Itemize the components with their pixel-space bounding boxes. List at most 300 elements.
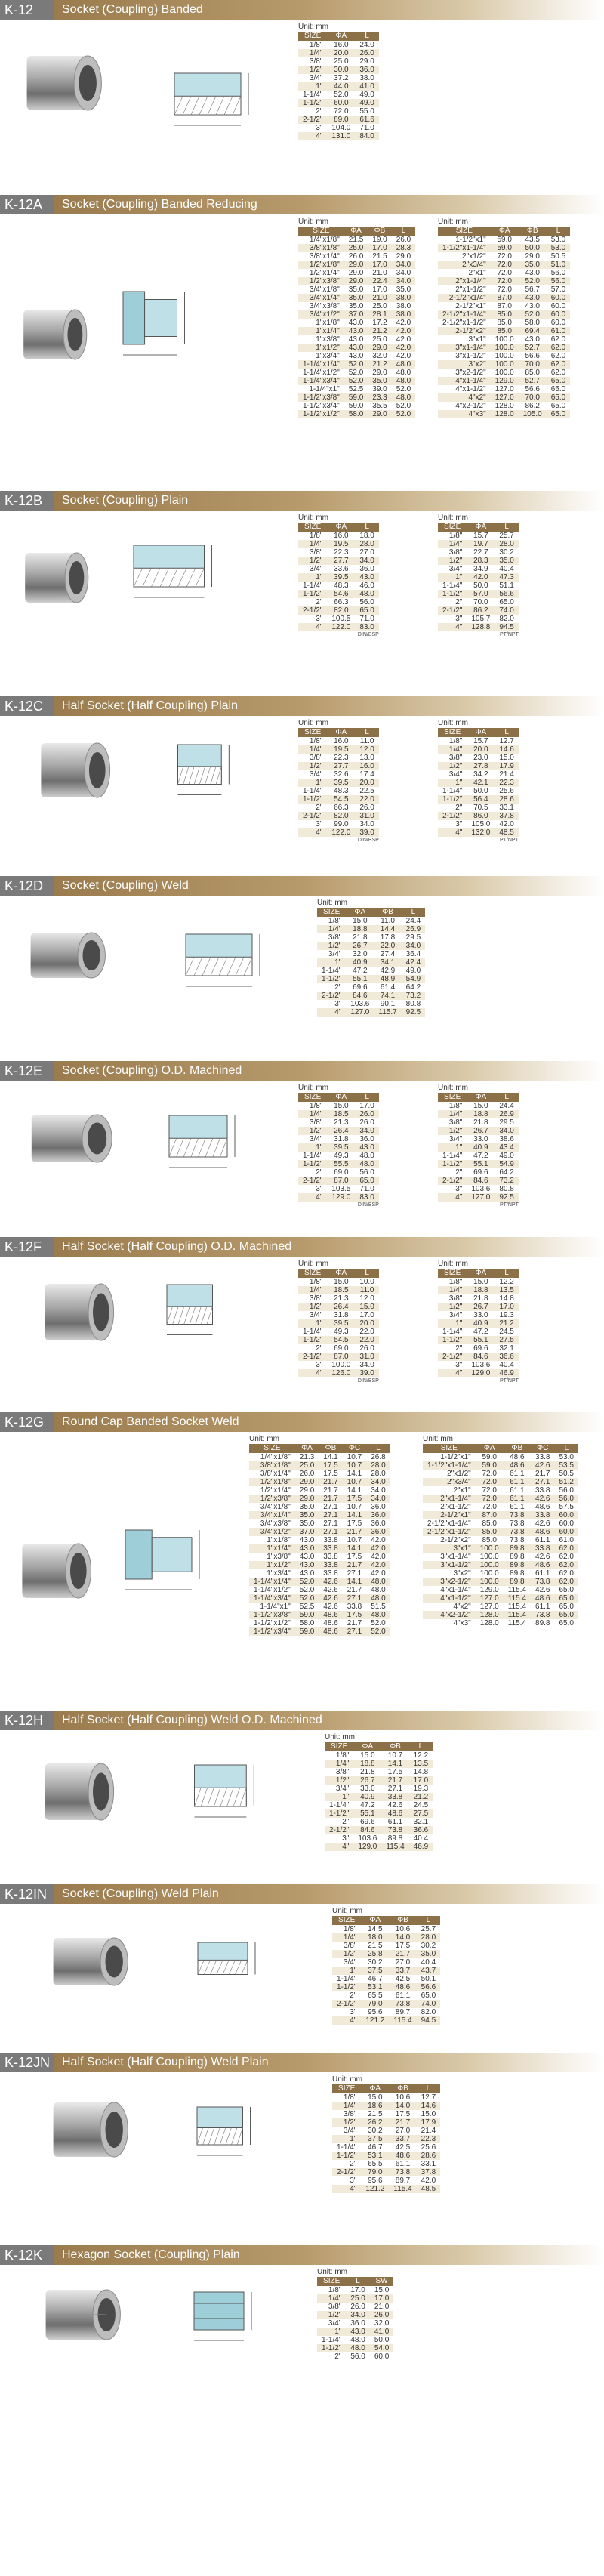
table-cell: 20.0 — [327, 49, 355, 57]
table-cell: 4"x1-1/2" — [438, 385, 491, 393]
column-header: L — [495, 523, 518, 532]
table-cell: 42.6 — [531, 1586, 554, 1594]
spec-table-block — [325, 1733, 433, 1851]
table-row — [317, 983, 425, 992]
table-cell: 56.0 — [554, 1495, 578, 1503]
table-cell: 17.5 — [319, 1470, 342, 1478]
product-title: Half Socket (Half Coupling) O.D. Machined — [54, 1237, 604, 1257]
table-cell: 54.5 — [327, 1336, 355, 1344]
table-cell: 15.0 — [355, 1303, 378, 1311]
product-photo — [30, 725, 121, 819]
table-row — [298, 754, 379, 762]
product-drawing — [113, 270, 211, 380]
section-banner — [0, 1884, 604, 1904]
table-cell: 3/4"x1/8" — [298, 285, 344, 294]
table-cell: 1-1/4" — [298, 582, 327, 590]
table-cell: 10.7 — [343, 1536, 366, 1544]
table-row — [298, 132, 379, 140]
table-cell: 1-1/2" — [298, 590, 327, 598]
table-row — [317, 917, 425, 925]
fitting-photo-icon — [34, 2273, 132, 2356]
table-row — [423, 1544, 578, 1553]
spec-table — [249, 1444, 390, 1636]
fitting-photo-icon — [19, 1099, 125, 1178]
table-row — [332, 2102, 440, 2110]
table-row — [298, 99, 379, 107]
table-row — [332, 2135, 440, 2143]
table-row — [423, 1536, 578, 1544]
column-header: SIZE — [298, 1269, 327, 1278]
table-cell: 73.2 — [495, 1177, 518, 1185]
spec-table — [438, 1093, 519, 1202]
table-cell: 90.1 — [374, 1000, 401, 1008]
table-cell: 37.2 — [327, 74, 355, 82]
table-cell: 4" — [438, 623, 467, 631]
table-cell: 24.0 — [355, 41, 378, 49]
table-cell: 28.3 — [392, 244, 415, 252]
table-cell: 1/8" — [325, 1751, 353, 1760]
table-row — [298, 1152, 379, 1160]
table-cell: 27.0 — [355, 548, 378, 557]
table-cell: 3" — [317, 1000, 346, 1008]
table-cell: 21.8 — [467, 1118, 495, 1127]
table-cell: 64.2 — [402, 983, 425, 992]
table-row — [438, 1118, 519, 1127]
table-cell: 74.1 — [374, 992, 401, 1000]
table-cell: 30.0 — [327, 66, 355, 74]
table-cell: 26.0 — [355, 1110, 378, 1118]
technical-drawing-icon — [162, 57, 283, 140]
table-cell: 37.8 — [495, 812, 518, 820]
table-cell: 1/4" — [325, 1760, 353, 1768]
table-cell: 52.0 — [344, 377, 368, 385]
table-cell: 3/4" — [317, 2319, 346, 2328]
table-cell: 1-1/2" — [317, 2344, 346, 2352]
column-header: ΦA — [491, 227, 519, 236]
table-cell: 15.0 — [370, 2286, 393, 2294]
table-cell: 13.0 — [355, 754, 378, 762]
table-row — [298, 598, 379, 606]
table-row — [317, 925, 425, 933]
table-cell: 61.1 — [531, 1569, 554, 1578]
table-cell: 89.7 — [389, 2176, 416, 2185]
table-cell: 34.9 — [467, 565, 495, 573]
table-row — [298, 252, 415, 261]
table-cell: 29.0 — [295, 1495, 319, 1503]
table-cell: 85.0 — [491, 327, 519, 335]
table-row — [298, 261, 415, 269]
table-cell: 52.0 — [344, 369, 368, 377]
table-cell: 66.3 — [327, 804, 355, 812]
table-cell: 1/2"x1/8" — [298, 261, 344, 269]
table-cell: 4"x1-1/2" — [423, 1594, 476, 1603]
table-cell: 26.9 — [495, 1110, 518, 1118]
table-cell: 33.7 — [389, 2135, 416, 2143]
table-cell: 43.0 — [344, 352, 368, 360]
table-cell: 34.2 — [467, 770, 495, 779]
table-cell: 115.4 — [504, 1619, 531, 1627]
table-cell: 82.0 — [327, 606, 355, 615]
table-cell: 55.1 — [467, 1336, 495, 1344]
table-cell: 100.0 — [476, 1561, 504, 1569]
table-cell: 50.0 — [519, 244, 547, 252]
table-cell: 30.2 — [361, 2127, 389, 2135]
product-drawing — [189, 2092, 272, 2171]
table-cell: 48.0 — [346, 2336, 369, 2344]
table-cell: 40.4 — [417, 1958, 440, 1967]
spec-table-block — [438, 1084, 519, 1208]
table-row — [298, 762, 379, 770]
table-cell: 34.0 — [402, 942, 425, 950]
table-cell: 2"x1-1/2" — [423, 1503, 476, 1511]
table-row — [325, 1834, 433, 1843]
table-cell: 3/4"x1/8" — [249, 1503, 295, 1511]
table-cell: 1-1/2" — [317, 975, 346, 983]
table-cell: 59.0 — [491, 244, 519, 252]
table-cell: 65.0 — [554, 1603, 578, 1611]
table-cell: 12.7 — [417, 2093, 440, 2102]
table-row — [298, 573, 379, 582]
table-cell: 48.0 — [346, 2344, 369, 2352]
table-cell: 50.0 — [467, 787, 495, 795]
product-photo — [15, 536, 98, 623]
standard-label: PT/NPT — [499, 838, 519, 843]
table-row — [325, 1826, 433, 1834]
table-cell: 40.4 — [495, 565, 518, 573]
table-cell: 15.0 — [327, 1102, 355, 1110]
table-cell: 53.1 — [361, 1983, 389, 1991]
table-cell: 53.0 — [547, 244, 570, 252]
table-row — [438, 402, 570, 410]
table-row — [423, 1561, 578, 1569]
table-cell: 122.0 — [327, 828, 355, 837]
table-row — [438, 1110, 519, 1118]
table-row — [317, 1000, 425, 1008]
table-cell: 43.0 — [346, 2328, 369, 2336]
technical-drawing-icon — [121, 529, 249, 612]
table-row — [298, 532, 379, 540]
table-cell: 35.0 — [495, 557, 518, 565]
table-cell: 34.0 — [392, 269, 415, 277]
table-row — [423, 1611, 578, 1619]
table-cell: 1-1/2"x3/8" — [298, 393, 344, 402]
table-cell: 21.7 — [319, 1486, 342, 1495]
table-row — [249, 1528, 390, 1536]
table-cell: 48.6 — [504, 1453, 531, 1461]
table-cell: 89.8 — [381, 1834, 408, 1843]
table-row — [298, 377, 415, 385]
table-cell: 70.0 — [519, 360, 547, 369]
table-cell: 31.8 — [327, 1311, 355, 1319]
table-cell: 1-1/2" — [298, 1160, 327, 1168]
table-cell: 1/4" — [332, 2102, 361, 2110]
table-row — [317, 950, 425, 958]
table-cell: 40.9 — [467, 1143, 495, 1152]
table-cell: 17.0 — [370, 2294, 393, 2303]
table-cell: 92.5 — [402, 1008, 425, 1017]
table-cell: 4" — [325, 1843, 353, 1851]
table-row — [438, 410, 570, 418]
table-cell: 18.5 — [327, 1286, 355, 1294]
table-cell: 62.0 — [547, 369, 570, 377]
table-cell: 48.0 — [392, 369, 415, 377]
product-title: Round Cap Banded Socket Weld — [54, 1412, 604, 1432]
table-cell: 2" — [298, 1168, 327, 1177]
table-cell: 57.0 — [547, 285, 570, 294]
table-cell: 43.0 — [519, 302, 547, 310]
table-cell: 48.6 — [389, 1983, 416, 1991]
table-row — [298, 116, 379, 124]
table-cell: 28.0 — [355, 540, 378, 548]
table-row — [332, 2000, 440, 2008]
product-title: Socket (Coupling) Weld Plain — [54, 1884, 604, 1904]
table-cell: 1-1/2" — [332, 1983, 361, 1991]
table-cell: 1-1/4" — [438, 1152, 467, 1160]
column-header: ΦB — [389, 1916, 416, 1925]
table-row — [298, 812, 379, 820]
table-cell: 14.1 — [343, 1544, 366, 1553]
table-cell: 12.2 — [495, 1278, 518, 1286]
table-cell: 51.1 — [495, 582, 518, 590]
table-cell: 40.9 — [346, 958, 374, 967]
table-cell: 43.7 — [417, 1967, 440, 1975]
spec-table — [423, 1444, 578, 1627]
table-cell: 3/4" — [317, 950, 346, 958]
table-cell: 72.0 — [491, 261, 519, 269]
table-cell: 25.0 — [344, 244, 368, 252]
table-row — [325, 1818, 433, 1826]
table-cell: 18.8 — [346, 925, 374, 933]
technical-drawing-icon — [159, 1099, 264, 1182]
table-cell: 48.5 — [495, 828, 518, 837]
table-cell: 25.0 — [368, 302, 391, 310]
table-cell: 4" — [298, 1369, 327, 1377]
column-header: ΦA — [353, 1742, 381, 1751]
table-cell: 42.0 — [366, 1544, 390, 1553]
table-cell: 115.4 — [381, 1843, 408, 1851]
table-row — [332, 2143, 440, 2152]
table-row — [325, 1801, 433, 1809]
product-code: K-12C — [0, 696, 54, 716]
table-cell: 52.0 — [295, 1586, 319, 1594]
table-cell: 31.8 — [327, 1135, 355, 1143]
table-cell: 82.0 — [327, 812, 355, 820]
table-cell: 14.4 — [374, 925, 401, 933]
column-header: SW — [370, 2277, 393, 2286]
table-row — [249, 1603, 390, 1611]
table-cell: 60.0 — [370, 2352, 393, 2361]
table-cell: 26.7 — [467, 1303, 495, 1311]
table-cell: 2" — [317, 983, 346, 992]
table-row — [249, 1495, 390, 1503]
unit-label: Unit: mm — [298, 1260, 328, 1268]
column-header: ΦA — [344, 227, 368, 236]
table-cell: 61.1 — [381, 1818, 408, 1826]
table-cell: 3/4" — [298, 1311, 327, 1319]
table-cell: 34.0 — [346, 2311, 369, 2319]
table-cell: 54.5 — [327, 795, 355, 804]
table-cell: 72.0 — [491, 285, 519, 294]
section-banner — [0, 696, 604, 716]
table-cell: 27.1 — [343, 1627, 366, 1636]
table-row — [298, 277, 415, 285]
standard-label: PT/NPT — [499, 632, 519, 637]
table-row — [317, 2319, 393, 2328]
table-cell: 1" — [332, 1967, 361, 1975]
table-cell: 3" — [298, 124, 327, 132]
table-row — [298, 1294, 379, 1303]
table-cell: 73.8 — [381, 1826, 408, 1834]
table-cell: 62.0 — [554, 1553, 578, 1561]
table-cell: 100.0 — [476, 1553, 504, 1561]
table-cell: 14.1 — [343, 1486, 366, 1495]
table-row — [423, 1486, 578, 1495]
table-cell: 34.0 — [355, 557, 378, 565]
table-cell: 12.0 — [355, 745, 378, 754]
table-row — [438, 590, 519, 598]
table-row — [298, 1102, 379, 1110]
table-cell: 16.0 — [327, 532, 355, 540]
section-banner — [0, 1412, 604, 1432]
table-row — [438, 828, 519, 837]
table-row — [298, 319, 415, 327]
table-cell: 69.4 — [519, 327, 547, 335]
table-cell: 17.0 — [346, 2286, 369, 2294]
table-cell: 2"x3/4" — [438, 261, 491, 269]
table-cell: 1/8" — [317, 917, 346, 925]
table-cell: 3/4" — [438, 1135, 467, 1143]
table-cell: 1-1/4" — [298, 91, 327, 99]
table-row — [298, 393, 415, 402]
table-cell: 61.1 — [389, 1991, 416, 2000]
table-cell: 46.7 — [361, 2143, 389, 2152]
table-cell: 18.8 — [353, 1760, 381, 1768]
table-row — [317, 958, 425, 967]
table-cell: 3/4" — [438, 770, 467, 779]
table-cell: 39.5 — [327, 1319, 355, 1328]
table-cell: 46.7 — [361, 1975, 389, 1983]
table-cell: 21.4 — [495, 770, 518, 779]
table-row — [438, 1177, 519, 1185]
table-cell: 42.0 — [495, 820, 518, 828]
table-cell: 33.1 — [417, 2160, 440, 2168]
table-cell: 1-1/4" — [438, 582, 467, 590]
table-cell: 62.0 — [554, 1544, 578, 1553]
spec-table-block — [423, 1435, 578, 1627]
table-cell: 42.6 — [531, 1519, 554, 1528]
table-cell: 17.5 — [389, 1942, 416, 1950]
table-cell: 14.6 — [417, 2102, 440, 2110]
table-cell: 1/8" — [332, 2093, 361, 2102]
table-cell: 50.5 — [547, 252, 570, 261]
table-row — [298, 352, 415, 360]
spec-table — [332, 2084, 440, 2193]
table-cell: 29.0 — [392, 252, 415, 261]
table-cell: 58.0 — [295, 1619, 319, 1627]
table-row — [298, 1160, 379, 1168]
table-cell: 39.0 — [355, 828, 378, 837]
table-row — [332, 2008, 440, 2016]
table-cell: 1-1/4" — [332, 1975, 361, 1983]
table-cell: 32.0 — [346, 950, 374, 958]
spec-table-block — [317, 899, 425, 1017]
table-cell: 48.6 — [531, 1594, 554, 1603]
table-row — [438, 532, 519, 540]
table-cell: 100.0 — [491, 344, 519, 352]
table-row — [438, 737, 519, 745]
table-cell: 2-1/2" — [298, 1177, 327, 1185]
table-row — [438, 770, 519, 779]
table-cell: 15.0 — [353, 1751, 381, 1760]
table-row — [298, 1311, 379, 1319]
table-cell: 56.6 — [495, 590, 518, 598]
table-cell: 48.0 — [355, 1160, 378, 1168]
table-cell: 42.0 — [467, 573, 495, 582]
table-cell: 2"x1" — [438, 269, 491, 277]
table-cell: 71.0 — [355, 1185, 378, 1193]
table-cell: 2-1/2" — [332, 2000, 361, 2008]
table-cell: 39.0 — [355, 1369, 378, 1377]
table-cell: 14.1 — [343, 1511, 366, 1519]
table-cell: 55.5 — [327, 1160, 355, 1168]
table-cell: 49.3 — [327, 1328, 355, 1336]
table-cell: 17.9 — [495, 762, 518, 770]
column-header: L — [417, 2084, 440, 2093]
table-cell: 73.8 — [504, 1528, 531, 1536]
table-cell: 3/8" — [317, 933, 346, 942]
table-cell: 1" — [298, 1143, 327, 1152]
table-cell: 37.0 — [344, 310, 368, 319]
table-cell: 3"x1-1/2" — [438, 352, 491, 360]
table-row — [298, 41, 379, 49]
table-cell: 1"x3/8" — [249, 1553, 295, 1561]
table-cell: 60.0 — [547, 294, 570, 302]
table-cell: 121.2 — [361, 2016, 389, 2025]
table-cell: 2-1/2"x1-1/2" — [438, 319, 491, 327]
table-row — [332, 1958, 440, 1967]
table-cell: 26.7 — [353, 1776, 381, 1785]
table-cell: 65.0 — [547, 402, 570, 410]
table-cell: 1/4" — [438, 745, 467, 754]
table-cell: 2-1/2" — [438, 812, 467, 820]
table-cell: 85.0 — [519, 369, 547, 377]
table-cell: 100.0 — [491, 335, 519, 344]
table-cell: 52.0 — [295, 1578, 319, 1586]
table-cell: 17.4 — [355, 770, 378, 779]
table-cell: 115.4 — [389, 2185, 416, 2193]
table-cell: 1-1/2"x3/8" — [249, 1611, 295, 1619]
table-row — [317, 2294, 393, 2303]
spec-table — [298, 32, 379, 140]
table-cell: 42.0 — [366, 1536, 390, 1544]
table-cell: 59.0 — [295, 1611, 319, 1619]
table-cell: 16.0 — [327, 41, 355, 49]
table-cell: 127.0 — [476, 1603, 504, 1611]
table-cell: 28.3 — [467, 557, 495, 565]
table-cell: 129.0 — [353, 1843, 381, 1851]
table-cell: 38.0 — [392, 294, 415, 302]
table-row — [298, 360, 415, 369]
table-cell: 21.7 — [343, 1619, 366, 1627]
table-cell: 27.5 — [409, 1809, 433, 1818]
table-cell: 47.2 — [467, 1328, 495, 1336]
table-row — [438, 277, 570, 285]
table-cell: 71.0 — [355, 124, 378, 132]
table-cell: 25.6 — [417, 2143, 440, 2152]
table-cell: 39.5 — [327, 573, 355, 582]
table-cell: 61.4 — [374, 983, 401, 992]
table-cell: 29.0 — [344, 269, 368, 277]
